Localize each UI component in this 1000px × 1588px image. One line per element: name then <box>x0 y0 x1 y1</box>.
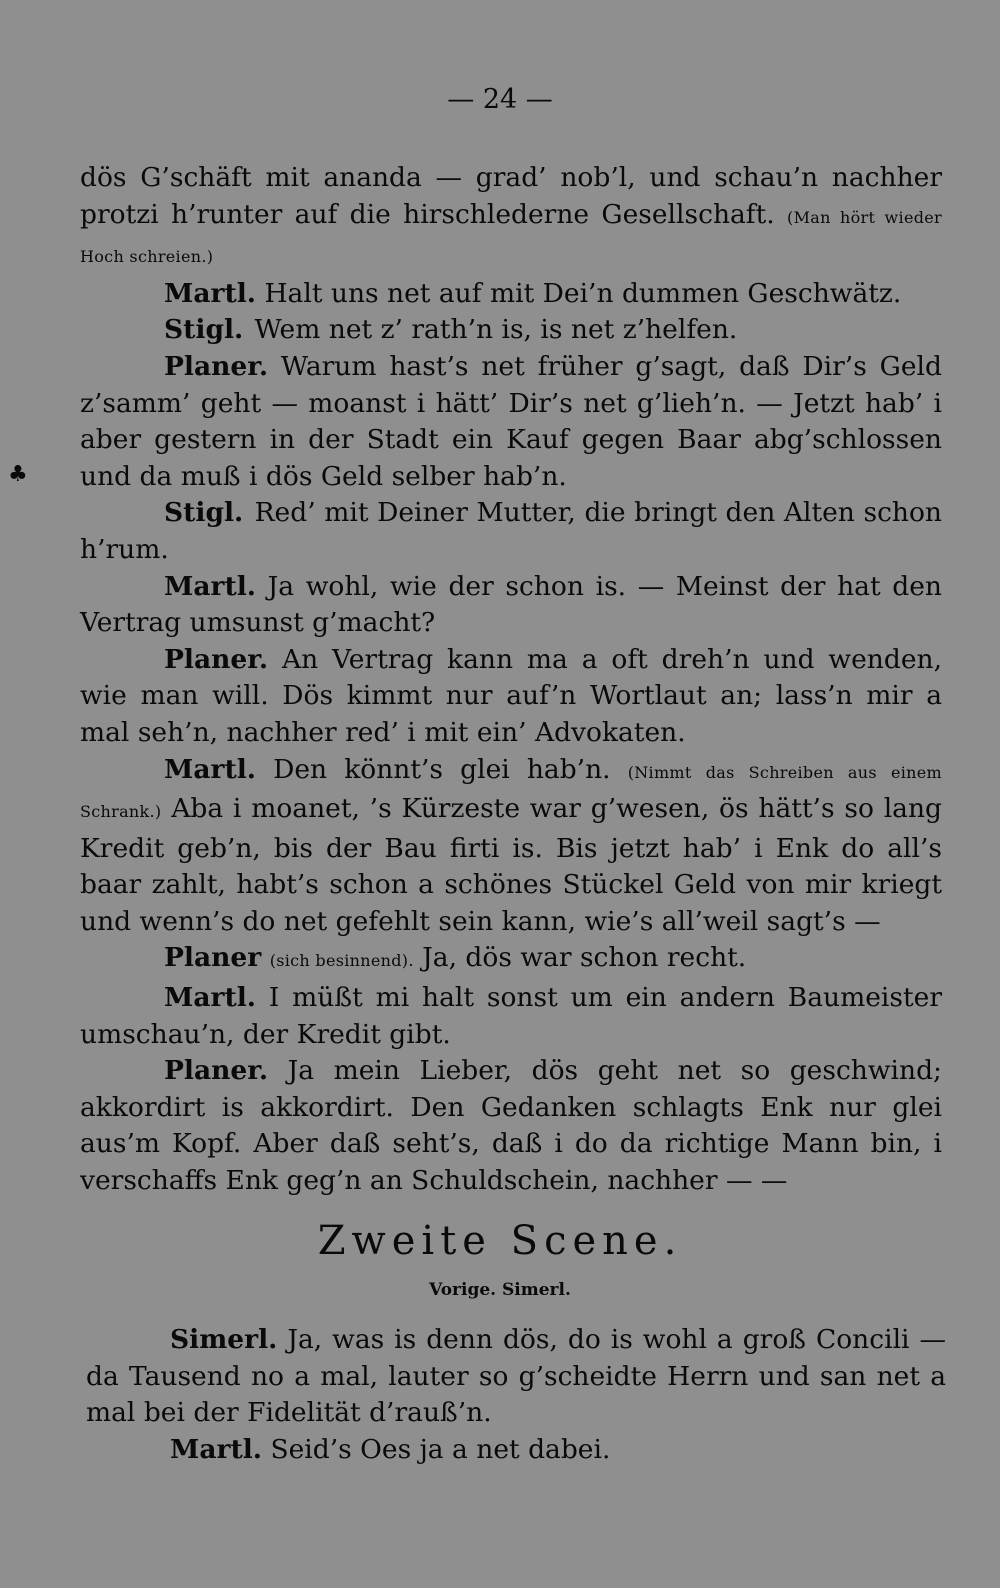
speech-text: Red’ mit Deiner Mutter, die bringt den Alten schon h’rum. <box>80 497 942 565</box>
speaker-name: Martl. <box>164 570 256 602</box>
dialogue-line <box>80 642 942 752</box>
speech-text: Ja mein Lieber, dös geht net so geschwind; akkordirt is akkordirt. Den Gedanken schlagts Enk nur glei aus’m Kopf. Aber daß seht’s, daß i do da richtige Mann bin, i verschaffs Enk geg’n an Schuldschein, nachher — — <box>80 1055 942 1197</box>
scene-persons: Vorige. Simerl. <box>429 1280 571 1300</box>
speech-text: dös G’schäft mit ananda — grad’ nob’l, und schau’n nachher protzi h’runter auf die hirschlederne Gesellschaft. <box>80 162 942 230</box>
speech-text: Seid’s Oes ja a net dabei. <box>270 1433 611 1465</box>
speaker-name: Stigl. <box>164 497 244 529</box>
speaker-name: Planer. <box>164 1055 269 1087</box>
speech-text: Wem net z’ rath’n is, is net z’helfen. <box>254 314 738 346</box>
dialogue-line <box>86 1432 946 1469</box>
speech-text: An Vertrag kann ma a oft dreh’n und wenden, wie man will. Dös kimmt nur auf’n Wortlaut an; lass’n mir a mal seh’n, nachher red’ i mit ein’ Advokaten. <box>80 643 942 748</box>
dialogue-line <box>80 569 942 642</box>
dialogue-line <box>80 752 942 941</box>
speech-text: Warum hast’s net früher g’sagt, daß Dir’s Geld z’samm’ geht — moanst i hätt’ Dir’s net g’lieh’n. — Jetzt hab’ i aber gestern in der Stadt ein Kauf gegen Baar abg’schlossen und da muß i dös Geld selber hab’n. <box>80 350 942 492</box>
speech-text-continued: Ja, dös war schon recht. <box>422 942 747 974</box>
dialogue-line <box>80 160 942 276</box>
scene-title: Zweite Scene. <box>317 1218 683 1264</box>
speaker-name: Simerl. <box>170 1324 278 1355</box>
dialogue-line <box>80 1053 942 1199</box>
margin-mark: ♣ <box>8 462 28 487</box>
speech-text-continued: Aba i moanet, ’s Kürzeste war g’wesen, ös hätt’s so lang Kredit geb’n, bis der Bau firti is. Bis jetzt hab’ i Enk do all’s baar zahlt, habt’s schon a schönes Stückel Geld von mir kriegt und wenn’s do net gefehlt sein kann, wie’s all’weil sagt’s — <box>80 793 942 937</box>
dialogue-block-1 <box>80 160 942 1200</box>
dialogue-line <box>80 349 942 495</box>
dialogue-line <box>80 940 942 980</box>
speech-text: I müßt mi halt sonst um ein andern Baumeister umschau’n, der Kredit gibt. <box>80 982 942 1050</box>
dialogue-line <box>80 495 942 568</box>
speaker-name: Planer <box>164 942 262 974</box>
page-number: — 24 — <box>447 84 553 115</box>
speech-text: Den könnt’s glei hab’n. <box>273 753 611 785</box>
speech-text: Ja, was is denn dös, do is wohl a groß Concili — da Tausend no a mal, lauter so g’scheidte Herrn und san net a mal bei der Fidelität d’rauß’n. <box>86 1324 946 1429</box>
speaker-name: Martl. <box>164 753 256 785</box>
speaker-name: Stigl. <box>164 314 244 346</box>
speaker-name: Martl. <box>170 1433 262 1465</box>
speech-text: Halt uns net auf mit Dei’n dummen Geschwätz. <box>264 277 902 309</box>
stage-direction: (Man hört wieder Hoch schreien.) <box>80 207 942 267</box>
speech-text: Ja wohl, wie der schon is. — Meinst der hat den Vertrag umsunst g’macht? <box>80 570 942 639</box>
speaker-name: Martl. <box>164 277 256 309</box>
speaker-name: Planer. <box>164 350 269 382</box>
stage-direction: (sich besinnend). <box>269 951 414 971</box>
dialogue-line <box>80 980 942 1053</box>
dialogue-line <box>86 1322 946 1432</box>
speaker-name: Planer. <box>164 643 269 675</box>
dialogue-line <box>80 276 942 313</box>
dialogue-block-2 <box>86 1322 946 1468</box>
stage-direction: (Nimmt das Schreiben aus einem Schrank.) <box>80 762 942 822</box>
speaker-name: Martl. <box>164 982 256 1014</box>
dialogue-line <box>80 312 942 349</box>
